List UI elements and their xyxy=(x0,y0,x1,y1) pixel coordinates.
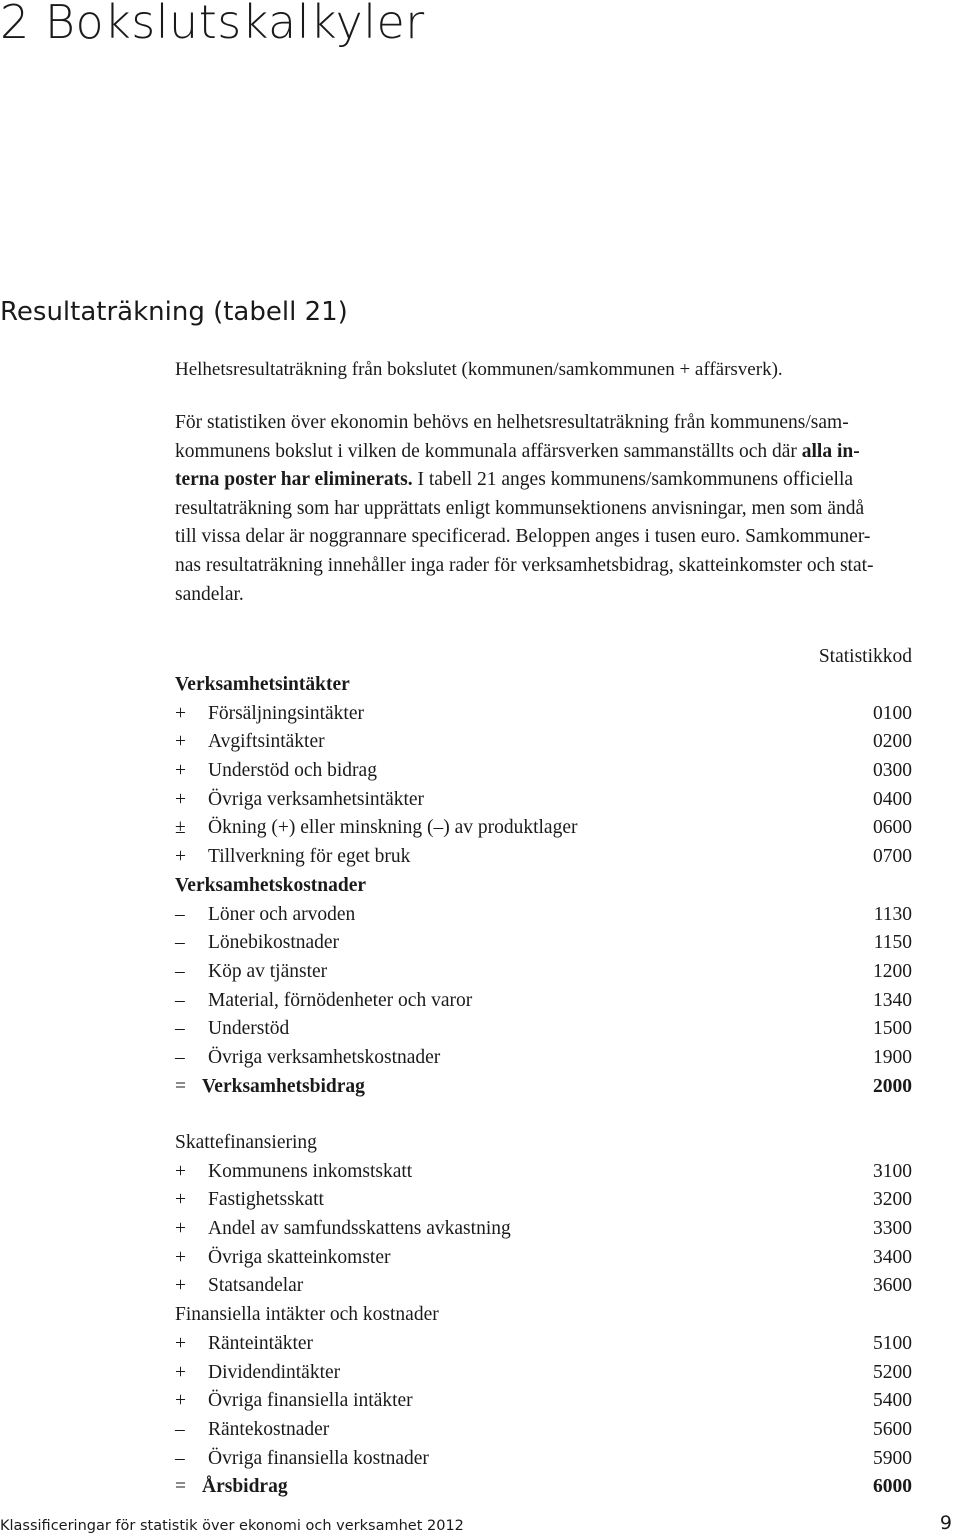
row-code: 0600 xyxy=(873,817,912,839)
table-row xyxy=(175,1330,912,1359)
table-row xyxy=(175,929,912,958)
row-code: 5200 xyxy=(873,1361,912,1383)
sign: + xyxy=(175,1275,186,1297)
row-code: 1200 xyxy=(873,960,912,982)
row-label: Försäljningsintäkter xyxy=(208,702,364,724)
table-group-heading xyxy=(175,1301,912,1330)
table-row xyxy=(175,1215,912,1244)
row-code: 5100 xyxy=(873,1332,912,1354)
total-code: 2000 xyxy=(873,1075,912,1097)
table-group-heading xyxy=(175,671,912,700)
sign: = xyxy=(175,1075,186,1097)
table-total-row xyxy=(175,1073,912,1102)
group-heading-label: Verksamhetskostnader xyxy=(175,874,367,896)
body-paragraph xyxy=(175,409,945,609)
table-row xyxy=(175,814,912,843)
table-row xyxy=(175,786,912,815)
table-row xyxy=(175,1015,912,1044)
sign: + xyxy=(175,702,186,724)
body-bold-run: alla in- xyxy=(801,440,860,462)
row-code: 0400 xyxy=(873,788,912,810)
sign: + xyxy=(175,1390,186,1412)
row-label: Övriga finansiella intäkter xyxy=(208,1390,413,1412)
row-label: Andel av samfundsskattens avkastning xyxy=(208,1218,511,1240)
body-line: resultaträkning som har upprättats enligt kommunsektionens anvisningar, men som ändå xyxy=(175,497,865,519)
sign: + xyxy=(175,1160,186,1182)
group-heading-label: Verksamhetsintäkter xyxy=(175,674,350,695)
income-statement-table-continued xyxy=(175,1129,912,1502)
statistikkod-header: Statistikkod xyxy=(818,646,912,667)
row-label: Räntekostnader xyxy=(208,1418,330,1440)
body-line: nas resultaträkning innehåller inga rader för verksamhetsbidrag, skatteinkomster och stat- xyxy=(175,554,874,576)
table-row xyxy=(175,987,912,1016)
row-label: Övriga finansiella kostnader xyxy=(208,1447,429,1469)
row-code: 0200 xyxy=(873,731,912,753)
sign: – xyxy=(175,932,185,954)
sign: + xyxy=(175,1189,186,1211)
row-code: 5400 xyxy=(873,1390,912,1412)
sign: – xyxy=(175,989,185,1011)
table-row xyxy=(175,843,912,872)
body-line xyxy=(175,438,945,467)
table-row xyxy=(175,901,912,930)
row-code: 0300 xyxy=(873,760,912,782)
row-code: 3600 xyxy=(873,1275,912,1297)
table-row xyxy=(175,1158,912,1187)
sign: + xyxy=(175,846,186,868)
body-line: För statistiken över ekonomin behövs en helhetsresultaträkning från kommunens/sam- xyxy=(175,412,849,433)
row-code: 3300 xyxy=(873,1218,912,1240)
row-label: Statsandelar xyxy=(208,1275,304,1297)
row-label: Understöd och bidrag xyxy=(208,760,377,782)
row-code: 1500 xyxy=(873,1018,912,1040)
total-label: Verksamhetsbidrag xyxy=(202,1075,365,1097)
sign: + xyxy=(175,788,186,810)
section-title: Resultaträkning (tabell 21) xyxy=(0,297,348,327)
table-row xyxy=(175,757,912,786)
body-line xyxy=(175,466,945,495)
row-label: Lönebikostnader xyxy=(208,932,340,954)
row-label: Köp av tjänster xyxy=(208,960,328,982)
table-total-row xyxy=(175,1473,912,1502)
row-label: Material, förnödenheter och varor xyxy=(208,989,473,1011)
table-row xyxy=(175,1186,912,1215)
table-group-heading xyxy=(175,1129,912,1158)
income-statement-table xyxy=(175,671,912,1101)
sign: – xyxy=(175,1018,185,1040)
table-row xyxy=(175,700,912,729)
row-code: 0100 xyxy=(873,702,912,724)
sign: – xyxy=(175,1046,185,1068)
body-text-run: I tabell 21 anges kommunens/samkommunens officiella xyxy=(412,469,854,491)
body-bold-run: terna poster har eliminerats. xyxy=(175,469,413,491)
body-line: till vissa delar är noggrannare specificerad. Beloppen anges i tusen euro. Samkommuner- xyxy=(175,526,871,548)
group-heading-label: Finansiella intäkter och kostnader xyxy=(175,1304,439,1326)
sign: – xyxy=(175,903,185,925)
row-label: Tillverkning för eget bruk xyxy=(208,846,411,868)
table-row xyxy=(175,728,912,757)
row-label: Avgiftsintäkter xyxy=(208,731,325,753)
table-row xyxy=(175,1272,912,1301)
row-label: Övriga skatteinkomster xyxy=(208,1246,391,1268)
row-code: 1340 xyxy=(873,989,912,1011)
row-code: 3100 xyxy=(873,1160,912,1182)
row-code: 3400 xyxy=(873,1246,912,1268)
intro-paragraph: Helhetsresultaträkning från bokslutet (kommunen/samkommunen + affärsverk). xyxy=(175,359,783,380)
total-code: 6000 xyxy=(873,1476,912,1498)
table-row xyxy=(175,1044,912,1073)
sign: + xyxy=(175,1332,186,1354)
row-label: Kommunens inkomstskatt xyxy=(208,1160,413,1182)
row-label: Övriga verksamhetskostnader xyxy=(208,1046,441,1068)
table-group-heading xyxy=(175,872,912,901)
body-text-run: kommunens bokslut i vilken de kommunala affärsverken sammanställts och där xyxy=(175,440,802,462)
body-line: sandelar. xyxy=(175,583,244,605)
sign: = xyxy=(175,1476,186,1498)
table-row xyxy=(175,1244,912,1273)
sign: – xyxy=(175,1418,185,1440)
row-label: Löner och arvoden xyxy=(208,903,356,925)
chapter-title: 2 Bokslutskalkyler xyxy=(0,0,425,49)
table-row xyxy=(175,1416,912,1445)
row-code: 3200 xyxy=(873,1189,912,1211)
page-number: 9 xyxy=(939,1512,952,1534)
sign: – xyxy=(175,1447,185,1469)
sign: + xyxy=(175,731,186,753)
sign: + xyxy=(175,760,186,782)
table-row xyxy=(175,1359,912,1388)
table-row xyxy=(175,958,912,987)
sign: + xyxy=(175,1246,186,1268)
sign: + xyxy=(175,1361,186,1383)
row-code: 1150 xyxy=(873,932,912,954)
row-code: 5900 xyxy=(873,1447,912,1469)
row-label: Fastighetsskatt xyxy=(208,1189,324,1211)
table-row xyxy=(175,1387,912,1416)
row-label: Dividendintäkter xyxy=(208,1361,341,1383)
group-heading-label: Skattefinansiering xyxy=(175,1132,317,1153)
row-code: 1900 xyxy=(873,1046,912,1068)
row-label: Ökning (+) eller minskning (–) av produktlager xyxy=(208,817,578,839)
table-row xyxy=(175,1445,912,1474)
row-code: 1130 xyxy=(873,903,912,925)
row-code: 5600 xyxy=(873,1418,912,1440)
row-code: 0700 xyxy=(873,846,912,868)
sign: + xyxy=(175,1218,186,1240)
sign: ± xyxy=(175,817,186,839)
row-label: Understöd xyxy=(208,1018,290,1040)
row-label: Övriga verksamhetsintäkter xyxy=(208,788,425,810)
total-label: Årsbidrag xyxy=(202,1476,288,1498)
footer-title: Klassificeringar för statistik över ekonomi och verksamhet 2012 xyxy=(0,1518,464,1534)
row-label: Ränteintäkter xyxy=(208,1332,314,1354)
sign: – xyxy=(175,960,185,982)
